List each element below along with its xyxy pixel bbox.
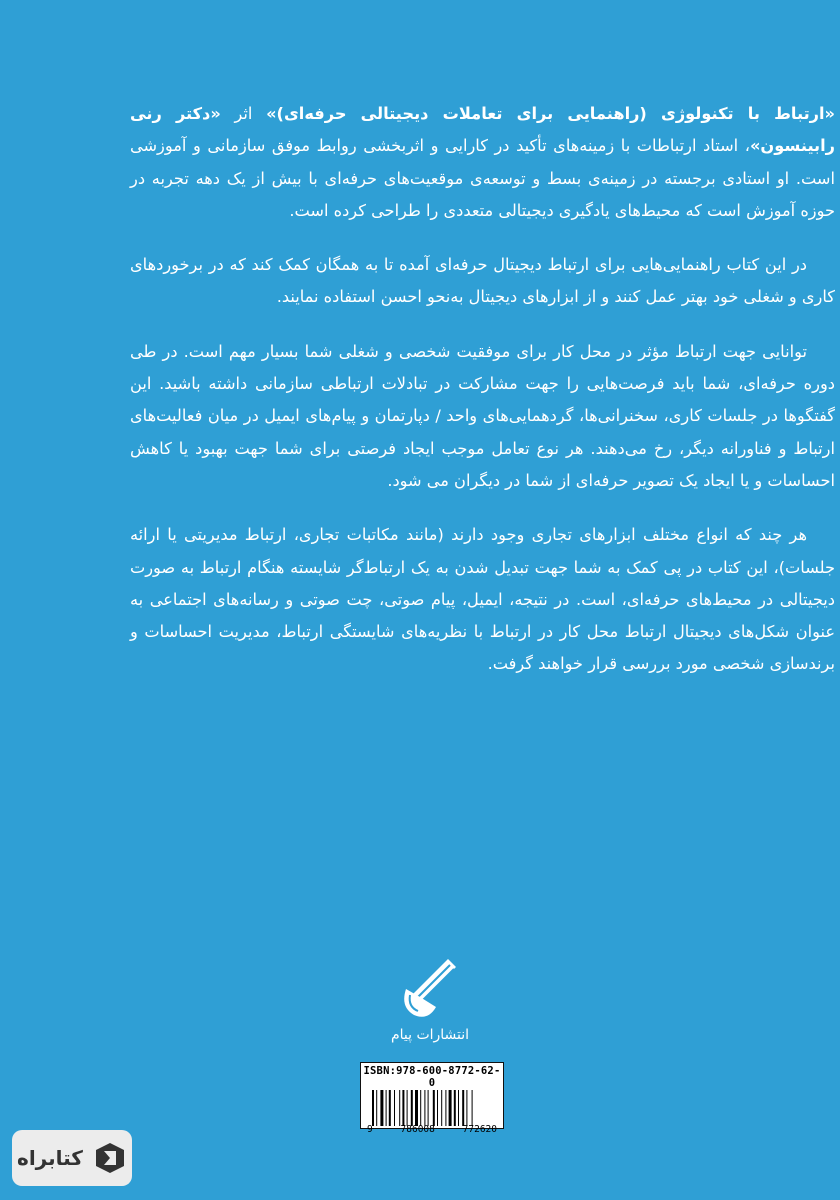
book-title: «ارتباط با تکنولوژی (راهنمایی برای تعاملات دیجیتالی حرفه‌ای)» xyxy=(266,104,836,123)
barcode-bar xyxy=(424,1090,425,1126)
barcode-bar xyxy=(389,1090,391,1126)
barcode-bar xyxy=(466,1090,467,1126)
barcode-bar xyxy=(415,1090,418,1126)
intro-paragraph xyxy=(130,98,835,227)
barcode-digits-mid: 786008 xyxy=(400,1124,435,1135)
paragraph-3: توانایی جهت ارتباط مؤثر در محل کار برای موفقیت شخصی و شغلی شما بسیار مهم است. در طی دوره حرفه‌ای، شما باید فرصت‌هایی را جهت مشارکت در تبادلات ارتباطی سازمانی داشته باشید. این گفتگوها در جلسات کاری، سخنرانی‌ها، گردهمایی‌های واحد / دپارتمان و پیام‌های ایمیل در میان فعالیت‌های ارتباط و فناورانه دیگر، رخ می‌دهند. هر نوع تعامل موجب ایجاد فرصتی برای شما جهت بهبود یا کاهش احساسات و یا ایجاد یک تصویر حرفه‌ای از شما در دیگران می شود. xyxy=(130,341,835,490)
barcode-bar xyxy=(420,1090,421,1126)
barcode-bar xyxy=(454,1090,456,1126)
barcode-bar xyxy=(386,1090,387,1126)
barcode-bar xyxy=(407,1090,408,1126)
book-hand-logo-icon xyxy=(390,945,470,1025)
barcode-bar xyxy=(376,1090,377,1126)
barcode-bar xyxy=(380,1090,383,1126)
barcode-bar xyxy=(428,1090,429,1126)
ketabrah-logo-icon xyxy=(93,1141,127,1175)
barcode-bar xyxy=(449,1090,452,1126)
barcode-bars xyxy=(368,1090,496,1126)
barcode-bar xyxy=(445,1090,446,1126)
ketabrah-watermark xyxy=(12,1130,132,1186)
paragraph-2: در این کتاب راهنمایی‌هایی برای ارتباط دیجیتال حرفه‌ای آمده تا به همگان کمک کند که در برخوردهای کاری و شغلی خود بهتر عمل کنند و از ابزارهای دیجیتال به‌نحو احسن استفاده نمایند. xyxy=(130,255,835,307)
paragraph-4: هر چند که انواع مختلف ابزارهای تجاری وجود دارند (مانند مکاتبات تجاری، ارتباط مدیریتی یا ارائه جلسات)، این کتاب در پی کمک به شما جهت تبدیل شدن به یک ارتباط‌گر شایسته هنگام ارتباط به صورت دیجیتالی در محیط‌های حرفه‌ای، است. در نتیجه، ایمیل، پیام صوتی، چت صوتی و رسانه‌های اجتماعی به عنوان شکل‌های دیجیتال ارتباط محل کار در ارتباط با نظریه‌های شایستگی ارتباط، مدیریت احساسات و برندسازی شخصی مورد بررسی قرار خواهند گرفت. xyxy=(130,525,835,674)
author-bio: ، استاد ارتباطات با زمینه‌های تأکید در کارایی و اثربخشی روابط موفق سازمانی و آموزشی است. او استادی برجسته در زمینه‌ی بسط و توسعه‌ی موقعیت‌های حرفه‌ای با بیش از یک دهه تجربه در حوزه آموزش است که محیط‌های یادگیری دیجیتالی متعددی را طراحی کرده است. xyxy=(130,136,835,220)
barcode-bar xyxy=(411,1090,413,1126)
barcode-bar xyxy=(462,1090,464,1126)
isbn-barcode xyxy=(360,1062,504,1135)
barcode-bar xyxy=(441,1090,442,1126)
barcode-bar xyxy=(458,1090,459,1126)
publisher-name: انتشارات پیام xyxy=(390,1027,470,1043)
back-cover-description xyxy=(130,98,835,703)
author-name: «دکتر رنی رابینسون» xyxy=(130,104,835,156)
watermark-name: کتابراه xyxy=(17,1146,83,1170)
barcode-digit-left: 9 xyxy=(367,1124,373,1135)
barcode-bar xyxy=(372,1090,374,1126)
barcode-digits-right: 772620 xyxy=(462,1124,497,1135)
barcode-bar xyxy=(472,1090,473,1126)
isbn-number: ISBN:978-600-8772-62-0 xyxy=(363,1065,501,1089)
barcode-bar xyxy=(437,1090,438,1126)
publisher-logo xyxy=(360,945,500,1043)
barcode-bar xyxy=(433,1090,435,1126)
barcode-bar xyxy=(402,1090,404,1126)
barcode-bar xyxy=(399,1090,400,1126)
barcode-bar xyxy=(394,1090,395,1126)
by-word: اثر xyxy=(220,104,267,123)
